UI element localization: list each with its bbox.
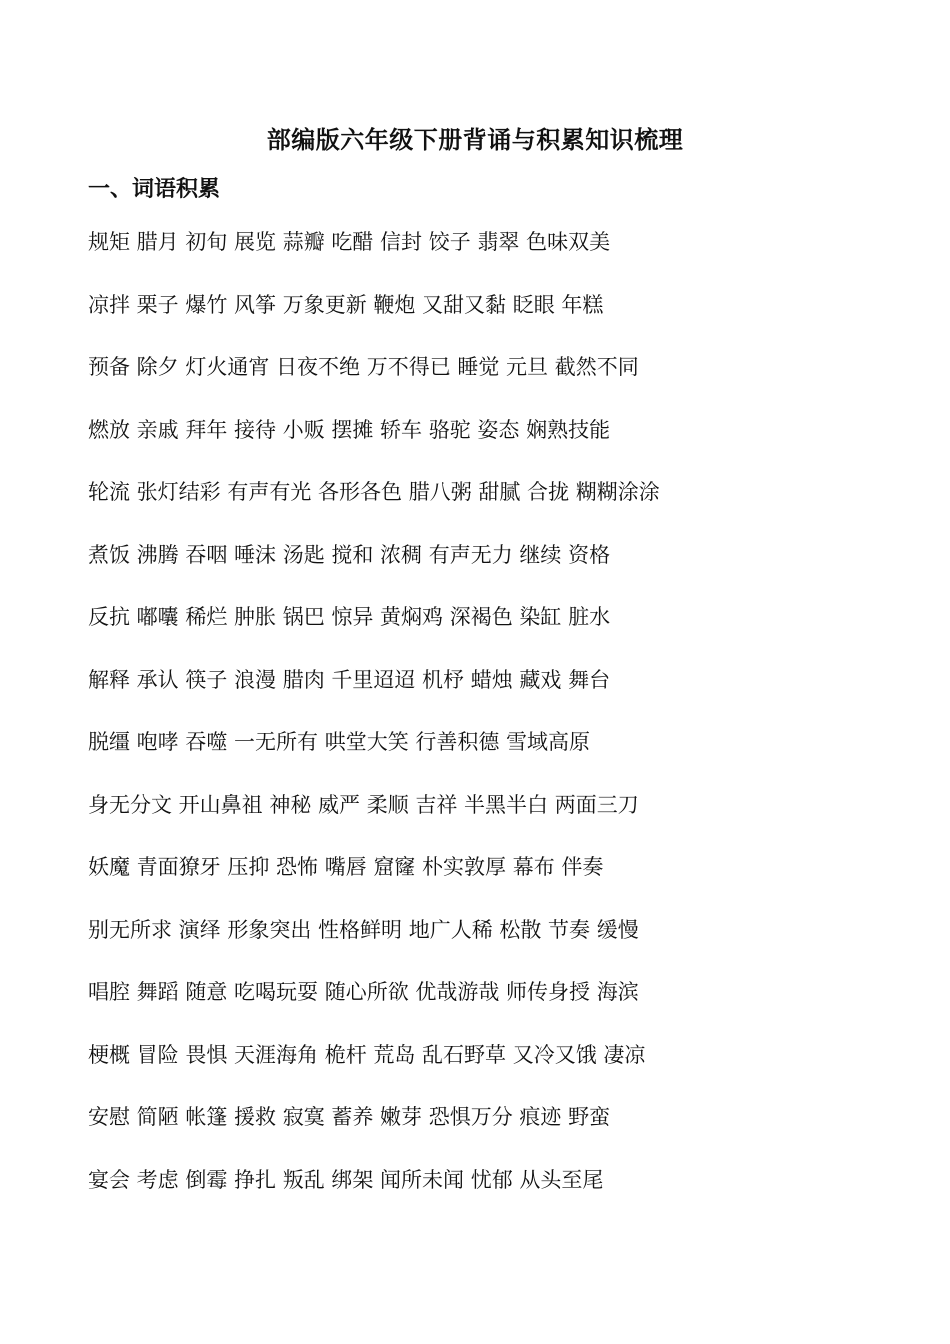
- vocabulary-row: 脱缰 咆哮 吞噬 一无所有 哄堂大笑 行善积德 雪域高原: [88, 730, 591, 754]
- vocabulary-row: 反抗 嘟囔 稀烂 肿胀 锅巴 惊异 黄焖鸡 深褐色 染缸 脏水: [88, 605, 611, 629]
- vocabulary-list: [88, 222, 868, 1222]
- vocabulary-row: 安慰 简陋 帐篷 援救 寂寞 蓄养 嫩芽 恐惧万分 痕迹 野蛮: [88, 1105, 611, 1129]
- section-heading: 一、词语积累: [88, 177, 221, 202]
- vocabulary-row: 唱腔 舞蹈 随意 吃喝玩耍 随心所欲 优哉游哉 师传身授 海滨: [88, 980, 639, 1004]
- vocabulary-row: 规矩 腊月 初旬 展览 蒜瓣 吃醋 信封 饺子 翡翠 色味双美: [88, 230, 611, 254]
- vocabulary-row: 妖魔 青面獠牙 压抑 恐怖 嘴唇 窟窿 朴实敦厚 幕布 伴奏: [88, 855, 604, 879]
- vocabulary-row: 别无所求 演绎 形象突出 性格鲜明 地广人稀 松散 节奏 缓慢: [88, 917, 639, 942]
- document-title: 部编版六年级下册背诵与积累知识梳理: [266, 126, 684, 154]
- vocabulary-row: 预备 除夕 灯火通宵 日夜不绝 万不得已 睡觉 元旦 截然不同: [88, 355, 639, 379]
- vocabulary-row: 身无分文 开山鼻祖 神秘 威严 柔顺 吉祥 半黑半白 两面三刀: [88, 792, 639, 817]
- vocabulary-row: 解释 承认 筷子 浪漫 腊肉 千里迢迢 机杼 蜡烛 藏戏 舞台: [88, 667, 611, 692]
- vocabulary-row: 燃放 亲戚 拜年 接待 小贩 摆摊 轿车 骆驼 姿态 娴熟技能: [88, 417, 611, 442]
- vocabulary-row: 轮流 张灯结彩 有声有光 各形各色 腊八粥 甜腻 合拢 糊糊涂涂: [88, 480, 660, 504]
- vocabulary-row: 宴会 考虑 倒霉 挣扎 叛乱 绑架 闻所未闻 忧郁 从头至尾: [88, 1167, 604, 1192]
- vocabulary-row: 煮饭 沸腾 吞咽 唾沫 汤匙 搅和 浓稠 有声无力 继续 资格: [88, 542, 611, 567]
- vocabulary-row: 梗概 冒险 畏惧 天涯海角 桅杆 荒岛 乱石野草 又冷又饿 凄凉: [88, 1042, 646, 1067]
- vocabulary-row: 凉拌 栗子 爆竹 风筝 万象更新 鞭炮 又甜又黏 眨眼 年糕: [88, 292, 604, 317]
